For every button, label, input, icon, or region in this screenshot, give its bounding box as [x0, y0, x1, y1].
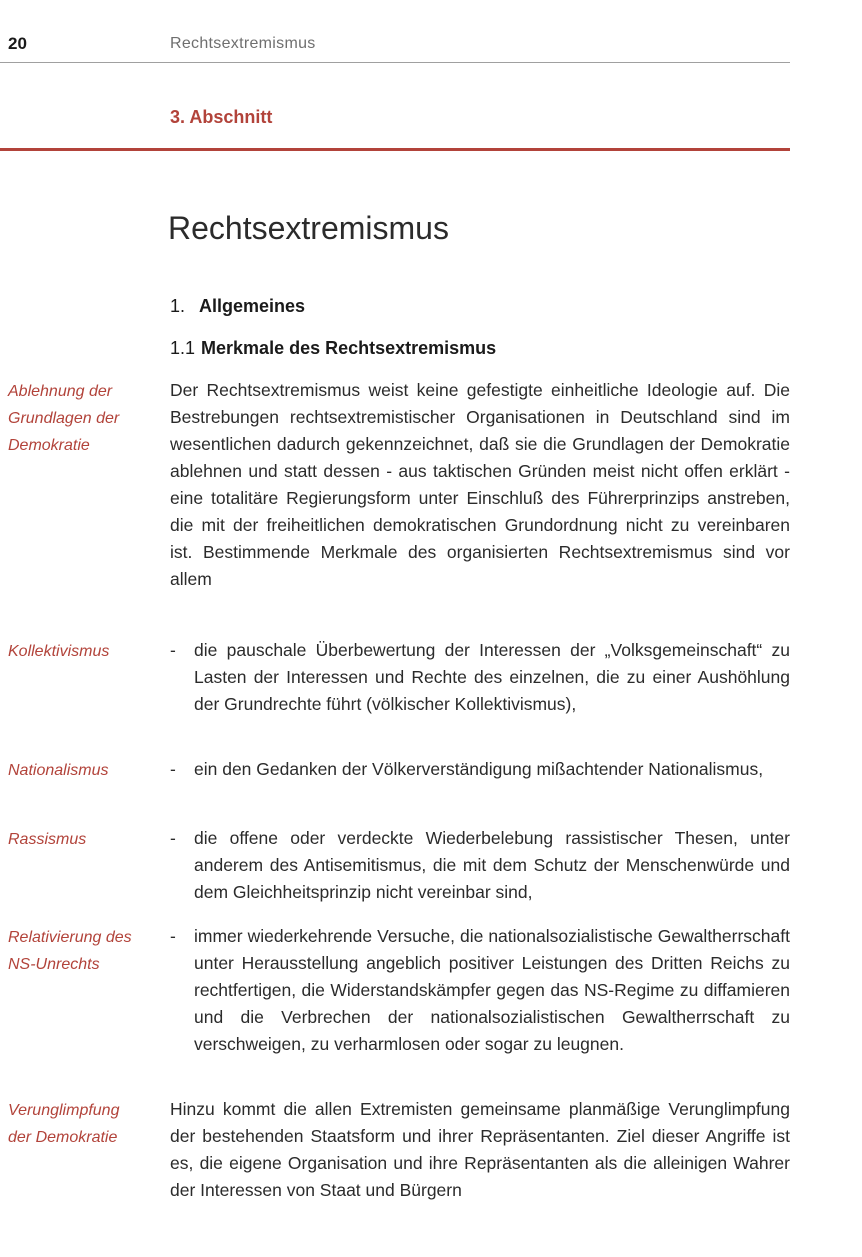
header-rule — [0, 62, 790, 63]
list-dash: - — [170, 926, 176, 946]
list-item-text: die offene oder verdeckte Wiederbelebung rassistischer Thesen, unter anderem des Antisemitismus, die mit dem Schutz der Menschenwürde und dem Gleichheitsprinzip nicht vereinbar sind, — [194, 828, 790, 902]
running-head: Rechtsextremismus — [170, 35, 316, 52]
section-rule — [0, 148, 790, 151]
list-dash: - — [170, 759, 176, 779]
list-item-text: die pauschale Überbewertung der Interessen der „Volksgemeinschaft“ zu Lasten der Interessen und Rechte des einzelnen, die zu einer Aushöhlung der Grundrechte führt (völkischer Kollektivismus), — [194, 640, 790, 714]
heading-number: 1.1 — [170, 338, 196, 358]
chapter-title: Rechtsextremismus — [168, 210, 449, 246]
heading-allgemeines — [170, 296, 305, 317]
section-label: 3. Abschnitt — [170, 107, 273, 127]
margin-note-ablehnung: Ablehnung der Grundlagen der Demokratie — [8, 383, 120, 454]
page-number: 20 — [8, 34, 27, 53]
margin-note-rassismus: Rassismus — [8, 831, 87, 848]
closing-paragraph: Hinzu kommt die allen Extremisten gemeinsame planmäßige Verunglimpfung der bestehenden Staatsform und ihrer Repräsentanten. Ziel dieser Angriffe ist es, die eigene Organisation und ihre Repräsentanten als die alleinigen Wahrer der Interessen von Staat und Bürgern — [170, 1099, 790, 1200]
list-item-text: immer wiederkehrende Versuche, die nationalsozialistische Gewaltherrschaft unter Herausstellung angeblich positiver Leistungen des Dritten Reichs zu rechtfertigen, die Widerstandskämpfer gegen das NS-Regime zu diffamieren und die Verbrechen der nationalsozialistischen Gewaltherrschaft zu verschweigen, zu verharmlosen oder sogar zu leugnen. — [194, 926, 790, 1054]
margin-note-verunglimpfung: Verunglimpfung der Demokratie — [8, 1102, 120, 1146]
intro-paragraph: Der Rechtsextremismus weist keine gefestigte einheitliche Ideologie auf. Die Bestrebungen rechtsextremistischer Organisationen in Deutschland sind im wesentlichen dadurch gekennzeichnet, daß sie die Grundlagen der Demokratie ablehnen und statt dessen - aus taktischen Gründen meist nicht offen erklärt - eine totalitäre Regierungsform unter Einschluß des Führerprinzips anstreben, die mit der freiheitlichen demokratischen Grundordnung nicht zu vereinbaren ist. Bestimmende Merkmale des organisierten Rechtsextremismus sind vor allem — [170, 380, 790, 589]
heading-number: 1. — [170, 296, 186, 316]
list-item-relativierung — [170, 923, 790, 1058]
list-item-kollektivismus — [170, 637, 790, 718]
list-item-text: ein den Gedanken der Völkerverständigung mißachtender Nationalismus, — [194, 759, 764, 779]
margin-note-nationalismus: Nationalismus — [8, 762, 109, 779]
heading-text: Merkmale des Rechtsextremismus — [201, 338, 497, 358]
list-item-rassismus — [170, 825, 790, 906]
margin-note-kollektivismus: Kollektivismus — [8, 643, 110, 660]
heading-text: Allgemeines — [199, 296, 306, 316]
list-dash: - — [170, 828, 176, 848]
heading-merkmale — [170, 338, 496, 359]
list-item-nationalismus — [170, 756, 790, 783]
list-dash: - — [170, 640, 176, 660]
margin-note-relativierung: Relativierung des NS-Unrechts — [8, 929, 132, 973]
